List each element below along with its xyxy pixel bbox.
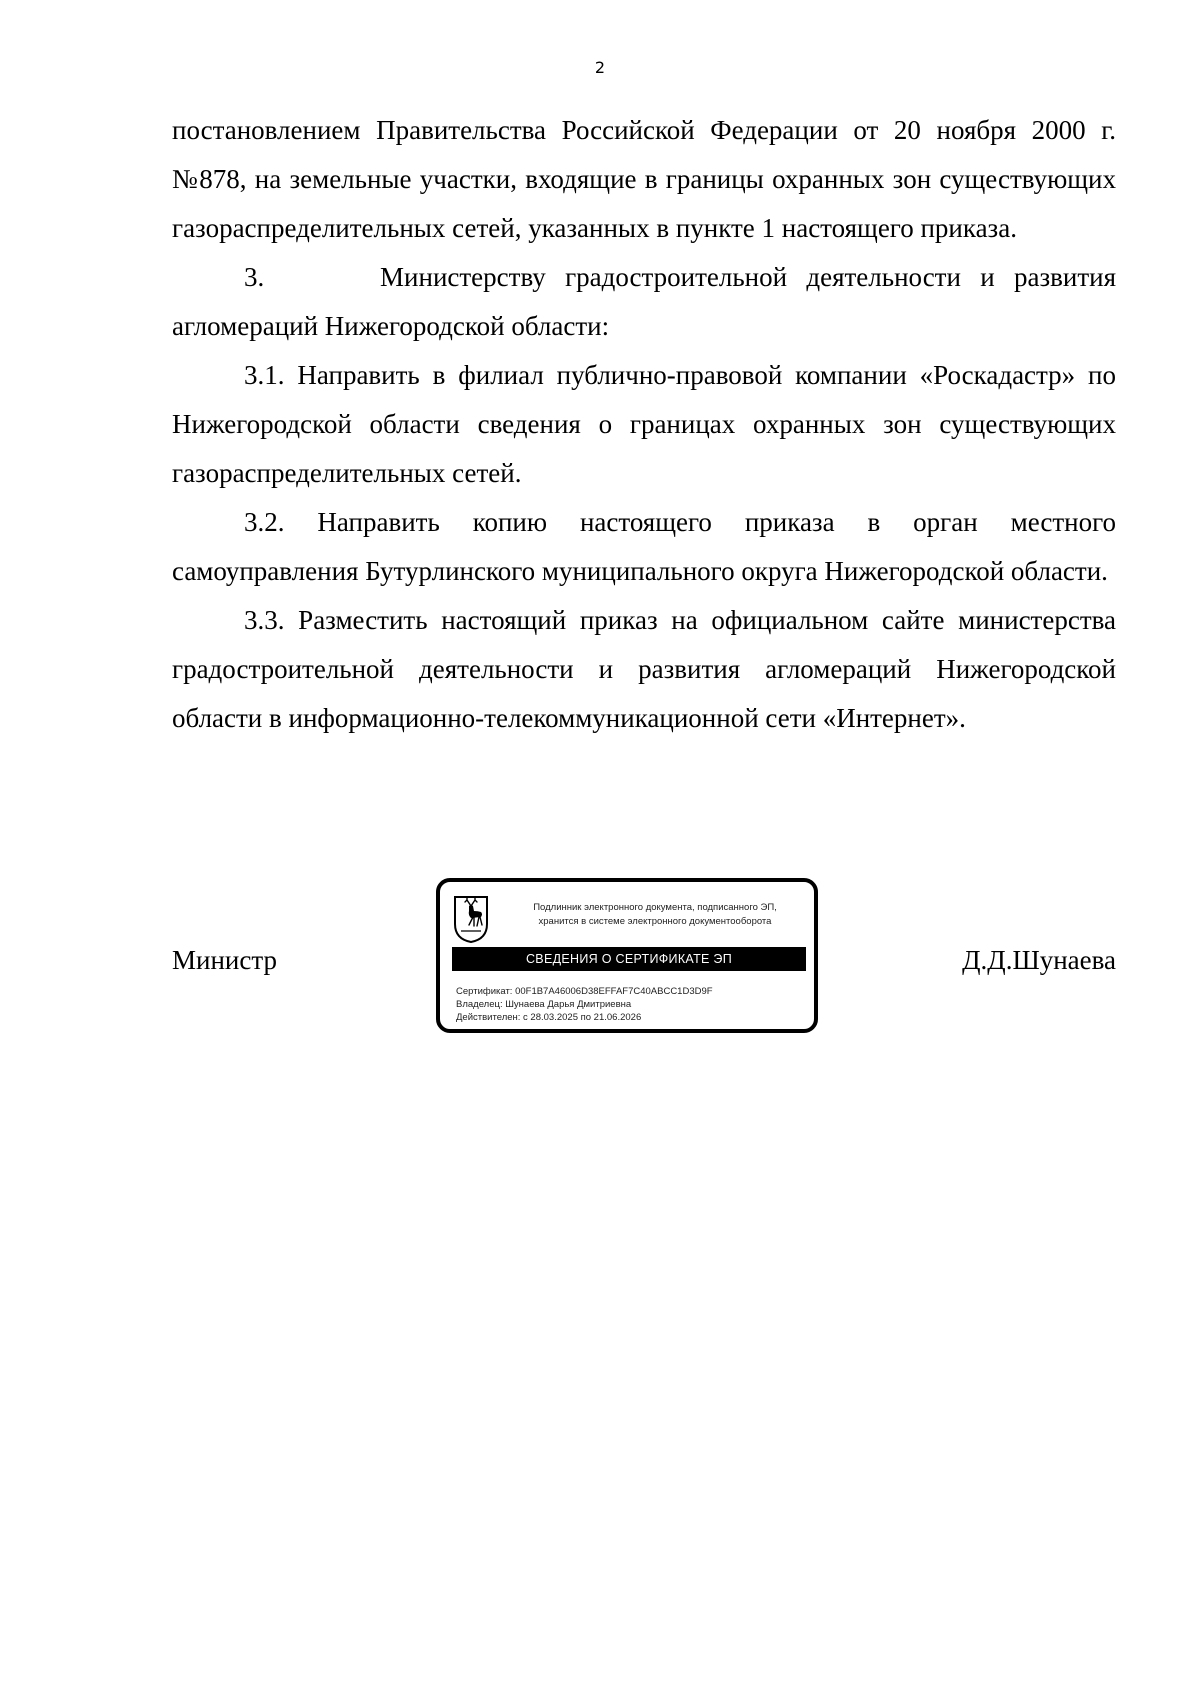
signatory-name: Д.Д.Шунаева bbox=[962, 945, 1116, 975]
stamp-notice-line-1: Подлинник электронного документа, подписанного ЭП, bbox=[533, 902, 777, 913]
signatory-position: Министр bbox=[172, 945, 277, 975]
paragraph-item-3-2: 3.2. Направить копию настоящего приказа в орган местного самоуправления Бутурлинского муниципального округа Нижегородской области. bbox=[172, 507, 1116, 586]
electronic-signature-stamp bbox=[436, 878, 818, 1033]
document-body bbox=[172, 106, 1116, 743]
stamp-notice bbox=[500, 901, 810, 929]
stamp-certificate-details bbox=[456, 985, 806, 1024]
paragraph-item-3-1: 3.1. Направить в филиал публично-правовой компании «Роскадастр» по Нижегородской области сведения о границах охранных зон существующих газораспределительных сетей. bbox=[172, 360, 1116, 488]
nizhny-novgorod-deer-emblem-icon bbox=[452, 894, 490, 944]
certificate-validity: Действителен: с 28.03.2025 по 21.06.2026 bbox=[456, 1012, 642, 1023]
paragraph-item-3-3: 3.3. Разместить настоящий приказ на официальном сайте министерства градостроительной деятельности и развития агломераций Нижегородской области в информационно-телекоммуникационной сети «Интернет». bbox=[172, 605, 1116, 733]
stamp-notice-line-2: хранится в системе электронного документооборота bbox=[538, 916, 772, 927]
certificate-owner: Владелец: Шунаева Дарья Дмитриевна bbox=[456, 999, 632, 1010]
certificate-number: Сертификат: 00F1B7A46006D38EFFAF7C40ABCC1D3D9F bbox=[456, 986, 713, 997]
paragraph-continuation: постановлением Правительства Российской Федерации от 20 ноября 2000 г. №878, на земельные участки, входящие в границы охранных зон существующих газораспределительных сетей, указанных в пункте 1 настоящего приказа. bbox=[172, 115, 1116, 243]
page-number: 2 bbox=[594, 58, 606, 77]
paragraph-item-3: 3. Министерству градостроительной деятельности и развития агломераций Нижегородской области: bbox=[172, 262, 1116, 341]
stamp-header: СВЕДЕНИЯ О СЕРТИФИКАТЕ ЭП bbox=[452, 947, 806, 971]
